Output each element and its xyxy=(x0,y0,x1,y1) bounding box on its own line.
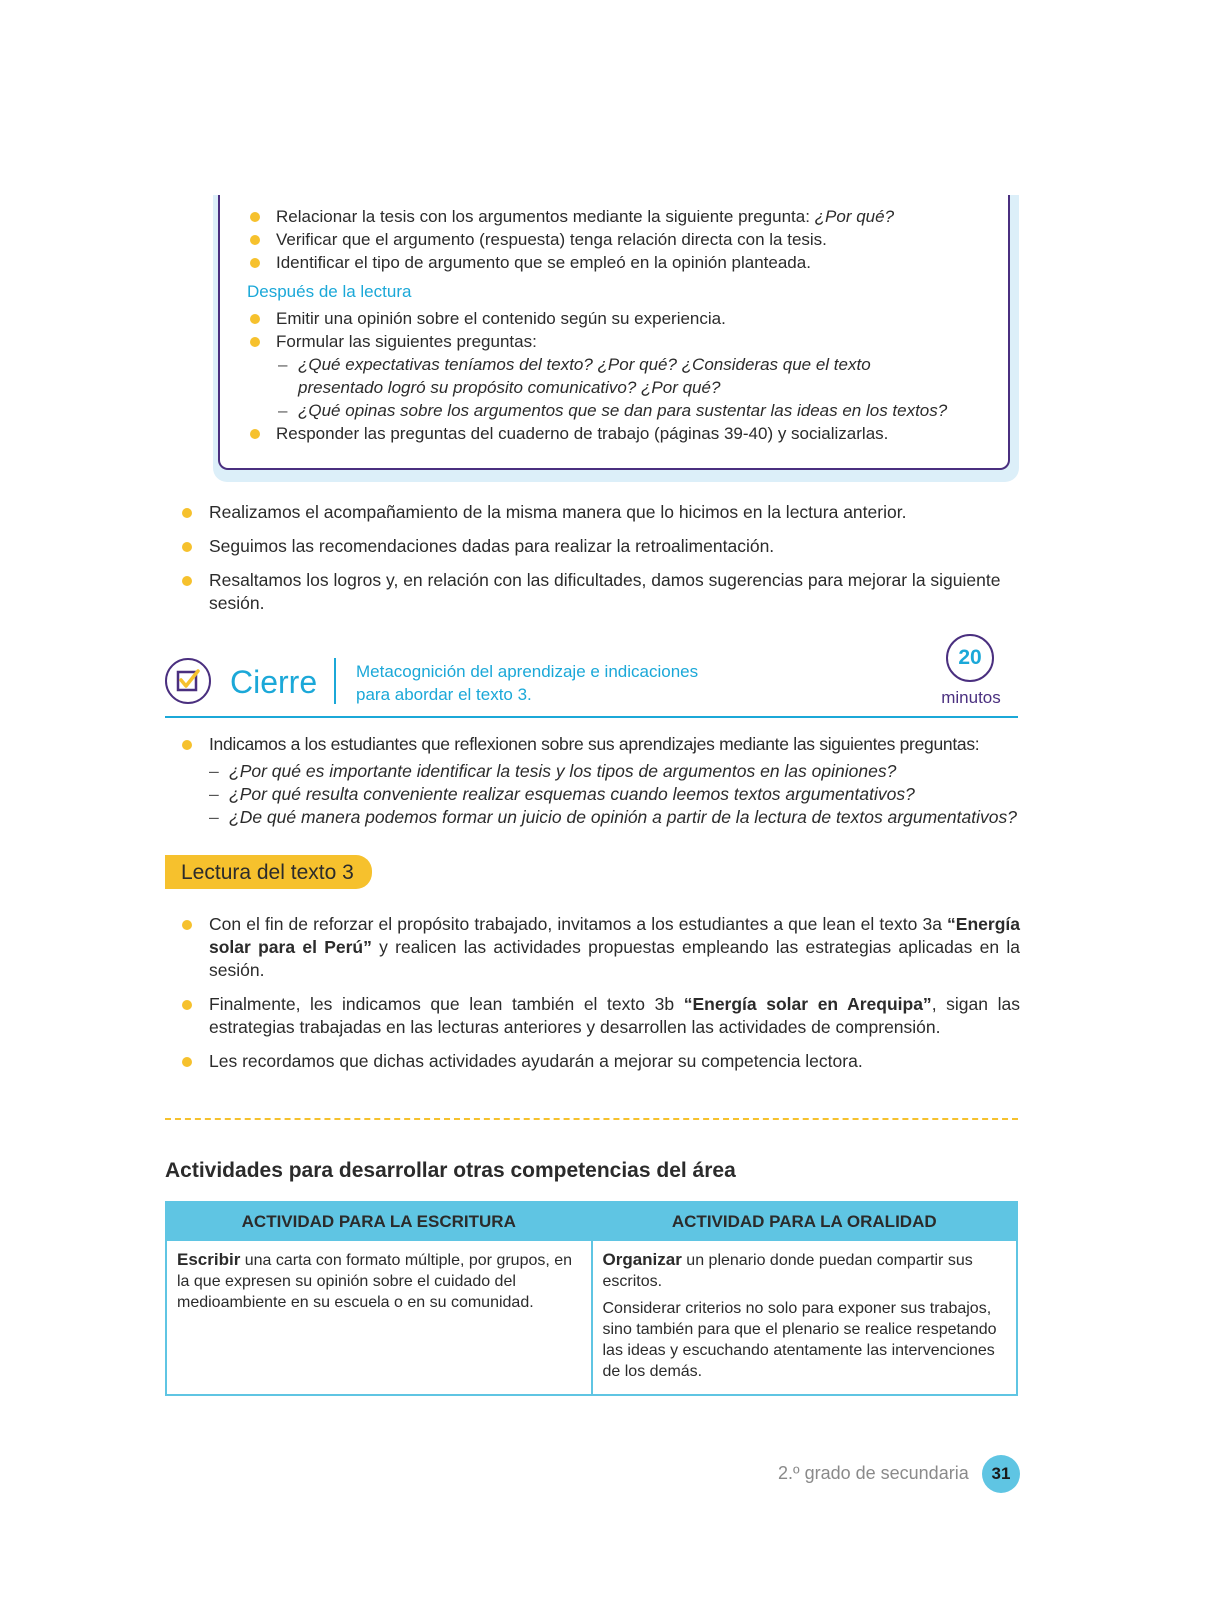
list-item xyxy=(182,733,1020,756)
grade-label: 2.º grado de secundaria xyxy=(778,1463,969,1483)
cell-bold-text: Organizar xyxy=(602,1250,682,1269)
divider xyxy=(165,716,1018,718)
list-item xyxy=(250,422,990,445)
list-item-text: Les recordamos que dichas actividades ayudarán a mejorar su competencia lectora. xyxy=(209,1051,863,1071)
sub-question-text: ¿Qué opinas sobre los argumentos que se dan para sustentar las ideas en los textos? xyxy=(298,401,948,420)
list-item-text: Identificar el tipo de argumento que se empleó en la opinión planteada. xyxy=(276,253,811,272)
activities-table xyxy=(165,1201,1018,1396)
sub-question-text: ¿Por qué resulta conveniente realizar esquemas cuando leemos textos argumentativos? xyxy=(229,784,915,804)
list-item xyxy=(250,205,990,228)
minutes-label: minutos xyxy=(941,688,1001,707)
text-title-bold: “Energía solar para el Perú” xyxy=(209,914,1020,957)
bullet-icon xyxy=(182,920,192,930)
list-item-italic: ¿Por qué? xyxy=(814,207,895,226)
list-item-text: Realizamos el acompañamiento de la misma manera que lo hicimos en la lectura anterior. xyxy=(209,502,907,522)
table-row xyxy=(166,1240,1017,1395)
cierre-description xyxy=(356,660,698,706)
table-header: ACTIVIDAD PARA LA ESCRITURA xyxy=(166,1202,592,1240)
strategy-list xyxy=(247,205,990,445)
lectura-list xyxy=(182,913,1020,1084)
list-item-text: Formular las siguientes preguntas: xyxy=(276,332,537,351)
list-item-text: Con el fin de reforzar el propósito trabajado, invitamos a los estudiantes a que lean el texto 3a xyxy=(209,914,948,934)
dash-icon: – xyxy=(278,401,288,420)
cierre-description-line: para abordar el texto 3. xyxy=(356,685,532,704)
table-header-row xyxy=(166,1202,1017,1240)
checkbox-icon xyxy=(165,658,211,704)
text-title-bold: “Energía solar en Arequipa” xyxy=(683,994,932,1014)
sub-question-text: ¿Qué expectativas teníamos del texto? ¿Por qué? ¿Consideras que el texto presentado logró su propósito comunicativo? ¿Por qué? xyxy=(298,355,871,397)
main-bullet-list xyxy=(182,501,1020,626)
cell-text: una carta con formato múltiple, por grupos, en la que expresen su opinión sobre el cuidado del medioambiente en su escuela o en su comunidad. xyxy=(177,1252,573,1311)
list-item xyxy=(250,307,990,330)
table-cell xyxy=(592,1240,1018,1395)
sub-question xyxy=(209,806,1020,829)
list-item-text: Emitir una opinión sobre el contenido según su experiencia. xyxy=(276,309,726,328)
list-item xyxy=(250,228,990,251)
cierre-list xyxy=(182,733,1020,829)
bullet-icon xyxy=(182,576,192,586)
list-item-text: Responder las preguntas del cuaderno de trabajo (páginas 39-40) y socializarlas. xyxy=(276,424,889,443)
list-item xyxy=(250,251,990,274)
list-item xyxy=(182,913,1020,982)
sub-question xyxy=(278,353,990,399)
bullet-icon xyxy=(250,429,260,439)
dash-icon: – xyxy=(209,807,219,827)
activities-title: Actividades para desarrollar otras competencias del área xyxy=(165,1159,736,1182)
sub-question xyxy=(278,399,990,422)
bullet-icon xyxy=(250,258,260,268)
bullet-icon xyxy=(250,212,260,222)
dashed-divider xyxy=(165,1118,1018,1120)
list-item xyxy=(182,993,1020,1039)
divider xyxy=(334,658,336,704)
list-item xyxy=(182,1050,1020,1073)
page-number: 31 xyxy=(982,1455,1020,1493)
list-item-text: Relacionar la tesis con los argumentos mediante la siguiente pregunta: xyxy=(276,207,815,226)
list-item-text: Verificar que el argumento (respuesta) tenga relación directa con la tesis. xyxy=(276,230,827,249)
list-item-text: Seguimos las recomendaciones dadas para realizar la retroalimentación. xyxy=(209,536,775,556)
list-item-text: Indicamos a los estudiantes que reflexionen sobre sus aprendizajes mediante las siguientes preguntas: xyxy=(209,734,980,754)
cell-text: Considerar criterios no solo para exponer sus trabajos, sino también para que el plenario se realice respetando las ideas y escuchando atentamente las intervenciones de los demás. xyxy=(602,1300,997,1380)
cierre-description-line: Metacognición del aprendizaje e indicaciones xyxy=(356,662,699,681)
dash-icon: – xyxy=(209,761,219,781)
bullet-icon xyxy=(250,337,260,347)
list-item-text: Finalmente, les indicamos que lean también el texto 3b xyxy=(209,994,684,1014)
table-cell xyxy=(166,1240,592,1395)
cierre-title: Cierre xyxy=(230,664,318,700)
list-item-text: , sigan las estrategias trabajadas en las lecturas anteriores y desarrollen las actividades de comprensión. xyxy=(209,994,1020,1037)
bullet-icon xyxy=(182,508,192,518)
bullet-icon xyxy=(182,1000,192,1010)
cell-bold-text: Escribir xyxy=(177,1250,241,1269)
bullet-icon xyxy=(250,235,260,245)
list-item xyxy=(182,501,1020,524)
sub-question-text: ¿Por qué es importante identificar la tesis y los tipos de argumentos en las opiniones? xyxy=(229,761,897,781)
list-item xyxy=(182,535,1020,558)
bullet-icon xyxy=(182,1057,192,1067)
bullet-icon xyxy=(182,740,192,750)
dash-icon: – xyxy=(278,355,288,374)
bullet-icon xyxy=(182,542,192,552)
after-reading-heading: Después de la lectura xyxy=(247,282,412,301)
list-item-text: Resaltamos los logros y, en relación con las dificultades, damos sugerencias para mejorar la siguiente sesión. xyxy=(209,570,1001,613)
sub-question-text: ¿De qué manera podemos formar un juicio de opinión a partir de la lectura de textos argumentativos? xyxy=(229,807,1017,827)
table-header: ACTIVIDAD PARA LA ORALIDAD xyxy=(592,1202,1018,1240)
clock-icon xyxy=(946,634,994,682)
bullet-icon xyxy=(250,314,260,324)
dash-icon: – xyxy=(209,784,219,804)
list-item xyxy=(250,330,990,353)
section-badge: Lectura del texto 3 xyxy=(165,855,372,889)
sub-question xyxy=(209,760,1020,783)
list-item-text: y realicen las actividades propuestas empleando las estrategias aplicadas en la sesión. xyxy=(209,937,1020,980)
minutes-value: 20 xyxy=(958,646,982,669)
sub-question xyxy=(209,783,1020,806)
list-item xyxy=(182,569,1020,615)
cell-text: un plenario donde puedan compartir sus escritos. xyxy=(602,1252,973,1290)
